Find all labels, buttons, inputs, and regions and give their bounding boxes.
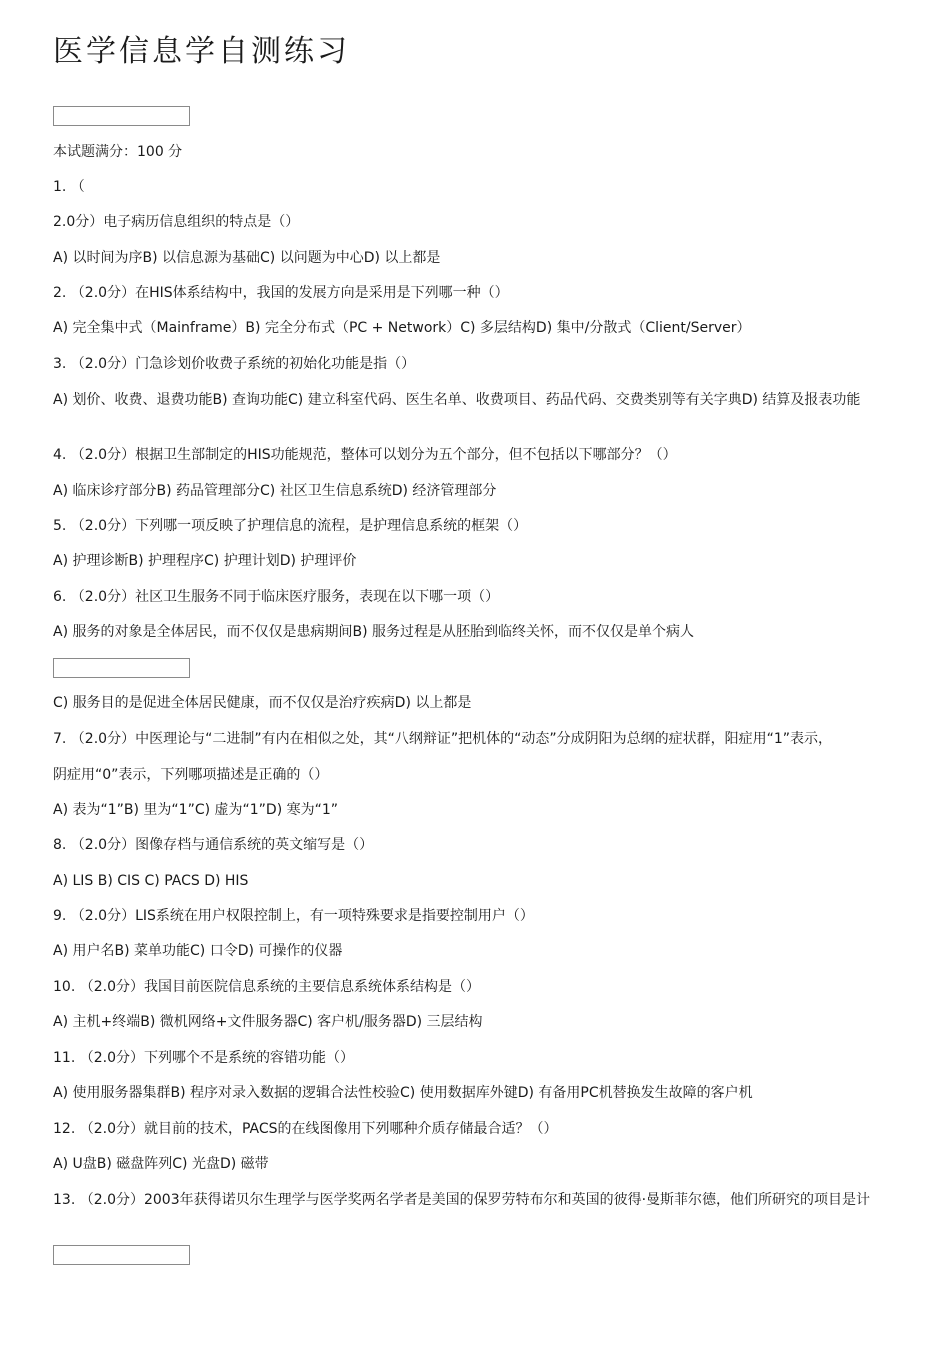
question-13-text: 13. （2.0分）2003年获得诺贝尔生理学与医学奖两名学者是美国的保罗劳特布尔和英国的彼得·曼斯菲尔德，他们所研究的项目是计 xyxy=(53,1192,871,1208)
question-10-options: A) 主机+终端B) 微机网络+文件服务器C) 客户机/服务器D) 三层结构 xyxy=(53,1014,483,1030)
question-11-text: 11. （2.0分）下列哪个不是系统的容错功能（） xyxy=(53,1050,354,1066)
question-6-options-part2: C) 服务目的是促进全体居民健康，而不仅仅是治疗疾病D) 以上都是 xyxy=(53,695,472,711)
question-4-options: A) 临床诊疗部分B) 药品管理部分C) 社区卫生信息系统D) 经济管理部分 xyxy=(53,483,497,499)
question-9-text: 9. （2.0分）LIS系统在用户权限控制上，有一项特殊要求是指要控制用户（） xyxy=(53,908,534,924)
question-1-text: 2.0分）电子病历信息组织的特点是（） xyxy=(53,214,300,230)
total-score: 本试题满分：100 分 xyxy=(53,144,183,160)
question-3-options: A) 划价、收费、退费功能B) 查询功能C) 建立科室代码、医生名单、收费项目、药品代码、交费类别等有关字典D) 结算及报表功能 xyxy=(53,392,861,408)
question-7-options: A) 表为“1”B) 里为“1”C) 虚为“1”D) 寒为“1” xyxy=(53,802,339,818)
question-12-text: 12. （2.0分）就目前的技术，PACS的在线图像用下列哪种介质存储最合适？（） xyxy=(53,1121,558,1137)
question-1-number: 1. （ xyxy=(53,179,85,195)
blank-box xyxy=(53,106,190,126)
question-10-text: 10. （2.0分）我国目前医院信息系统的主要信息系统体系结构是（） xyxy=(53,979,480,995)
question-5-options: A) 护理诊断B) 护理程序C) 护理计划D) 护理评价 xyxy=(53,553,357,569)
question-3-text: 3. （2.0分）门急诊划价收费子系统的初始化功能是指（） xyxy=(53,356,416,372)
page-title: 医学信息学自测练习 xyxy=(53,34,350,69)
blank-box xyxy=(53,1245,190,1265)
question-2-text: 2. （2.0分）在HIS体系结构中，我国的发展方向是采用是下列哪一种（） xyxy=(53,285,509,301)
question-8-text: 8. （2.0分）图像存档与通信系统的英文缩写是（） xyxy=(53,837,374,853)
question-9-options: A) 用户名B) 菜单功能C) 口令D) 可操作的仪器 xyxy=(53,943,343,959)
question-5-text: 5. （2.0分）下列哪一项反映了护理信息的流程，是护理信息系统的框架（） xyxy=(53,518,528,534)
question-6-options-part1: A) 服务的对象是全体居民，而不仅仅是患病期间B) 服务过程是从胚胎到临终关怀，而不仅仅是单个病人 xyxy=(53,624,695,640)
question-2-options: A) 完全集中式（Mainframe）B) 完全分布式（PC + Network）C) 多层结构D) 集中/分散式（Client/Server） xyxy=(53,320,751,336)
question-6-text: 6. （2.0分）社区卫生服务不同于临床医疗服务，表现在以下哪一项（） xyxy=(53,589,500,605)
question-7-text-part1: 7. （2.0分）中医理论与“二进制”有内在相似之处，其“八纲辩证”把机体的“动态”分成阴阳为总纲的症状群，阳症用“1”表示， xyxy=(53,731,832,747)
question-8-options: A) LIS B) CIS C) PACS D) HIS xyxy=(53,873,249,889)
question-11-options: A) 使用服务器集群B) 程序对录入数据的逻辑合法性校验C) 使用数据库外键D) 有备用PC机替换发生故障的客户机 xyxy=(53,1085,753,1101)
question-7-text-part2: 阴症用“0”表示，下列哪项描述是正确的（） xyxy=(53,767,329,783)
question-4-text: 4. （2.0分）根据卫生部制定的HIS功能规范，整体可以划分为五个部分，但不包括以下哪部分？（） xyxy=(53,447,677,463)
blank-box xyxy=(53,658,190,678)
question-1-options: A) 以时间为序B) 以信息源为基础C) 以问题为中心D) 以上都是 xyxy=(53,250,441,266)
question-12-options: A) U盘B) 磁盘阵列C) 光盘D) 磁带 xyxy=(53,1156,269,1172)
